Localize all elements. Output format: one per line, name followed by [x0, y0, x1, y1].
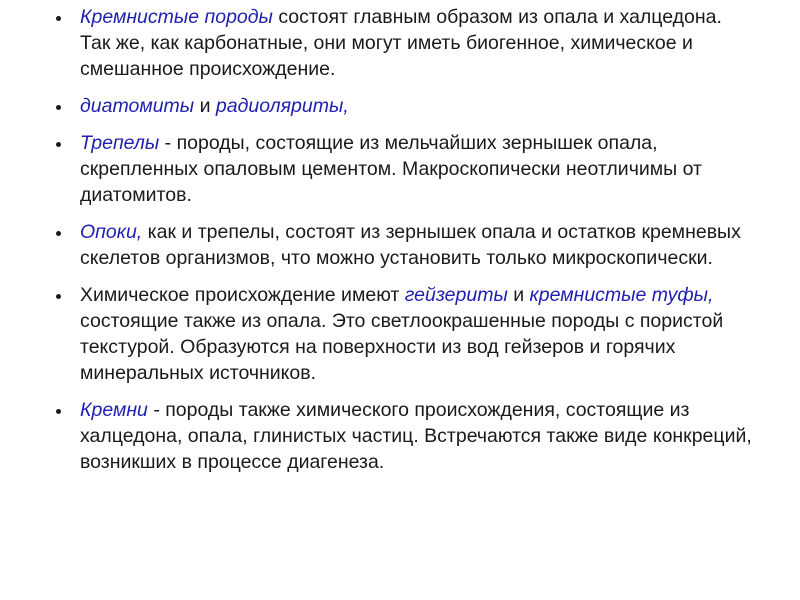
bullet-tripoli	[54, 130, 754, 208]
bullet-connector: и	[194, 95, 216, 117]
bullet-text: как и трепелы, состоят из зернышек опала и остатков кремневых скелетов организмов, что можно установить только микроскопически.	[80, 221, 741, 269]
bullet-list	[54, 4, 754, 486]
term-tripoli: Трепелы	[80, 132, 160, 154]
bullet-text: состоят главным образом из опала и халцедона. Так же, как карбонатные, они могут иметь биогенное, химическое и смешанное происхождение.	[80, 6, 722, 80]
bullet-connector: и	[507, 284, 530, 306]
bullet-text: состоящие также из опала. Это светлоокрашенные породы с пористой текстурой. Образуются на поверхности из вод гейзеров и горячих минеральных источников.	[80, 310, 724, 384]
bullet-text: - породы, состоящие из мельчайших зернышек опала, скрепленных опаловым цементом. Макроскопически неотличимы от диатомитов.	[80, 132, 702, 206]
term-siliceous-tuffs: кремнистые туфы,	[529, 284, 714, 306]
term-geyserites: гейзериты	[404, 284, 508, 306]
bullet-text: - породы также химического происхождения, состоящие из халцедона, опала, глинистых частиц. Встречаются также виде конкреций, возникших в процессе диагенеза.	[80, 399, 752, 473]
term-opoka: Опоки,	[80, 221, 143, 243]
term-flints: Кремни	[80, 399, 148, 421]
bullet-opoka	[54, 219, 754, 271]
bullet-flints	[54, 397, 754, 475]
bullet-geyserites	[54, 282, 754, 386]
term-siliceous-rocks: Кремнистые породы	[80, 6, 273, 28]
bullet-siliceous-rocks	[54, 4, 754, 82]
term-diatomites: диатомиты	[80, 95, 195, 117]
term-radiolarites: радиоляриты,	[215, 95, 349, 117]
bullet-diatomites	[54, 93, 754, 119]
bullet-prefix: Химическое происхождение имеют	[80, 284, 405, 306]
